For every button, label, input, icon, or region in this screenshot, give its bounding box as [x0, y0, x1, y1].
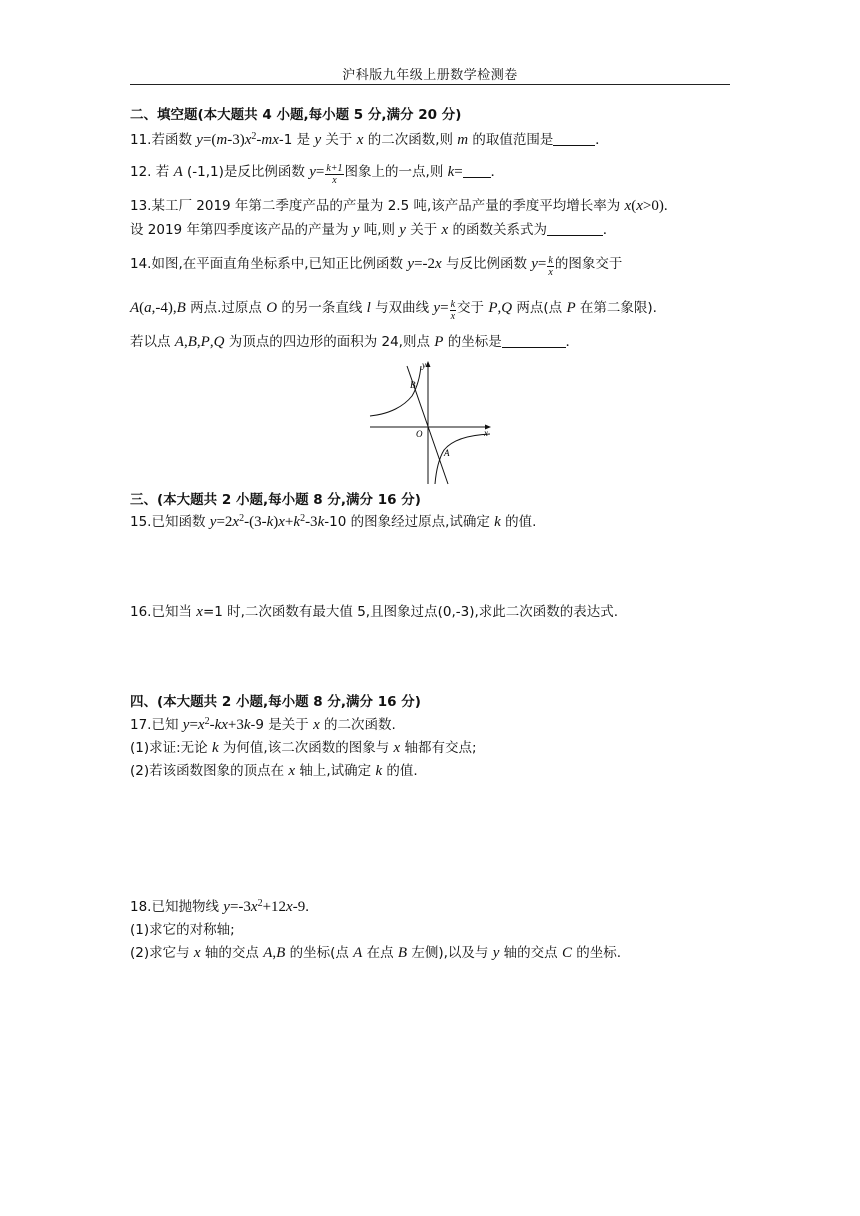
question-18-line-2: (1)求它的对称轴;: [130, 922, 235, 938]
section-4-heading: 四、(本大题共 2 小题,每小题 8 分,满分 16 分): [130, 694, 421, 710]
question-18-line-3: (2)求它与 x 轴的交点 A,B 的坐标(点 A 在点 B 左侧),以及与 y 轴的交点 C 的坐标.: [130, 945, 622, 961]
page-header-title: 沪科版九年级上册数学检测卷: [342, 68, 518, 83]
coordinate-figure: [366, 358, 496, 486]
question-12: 12. 若 A (-1,1)是反比例函数 y= $\frac{k+1}{x}$ 图象上的一点,则 k= .: [130, 163, 495, 186]
question-14-line-2: A(a,-4),B 两点.过原点 O 的另一条直线 l 与双曲线 y= $\frac{k}{x}$ 交于 P,Q 两点(点 P 在第二象限).: [130, 299, 657, 322]
answer-blank-12: [463, 163, 491, 178]
answer-blank-13: [547, 221, 603, 236]
origin-label: O: [416, 429, 423, 439]
answer-blank-11: [553, 131, 595, 146]
question-17-line-1: 17.已知 $y=x^2-kx+3k-9$ 是关于 x 的二次函数.: [130, 716, 396, 733]
question-13-line-1: 13.某工厂 2019 年第二季度产品的产量为 2.5 吨,该产品产量的季度平均增长率为 x(x>0).: [130, 198, 668, 214]
point-a-label: A: [444, 448, 450, 458]
question-18-line-1: 18.已知抛物线 $y=-3x^2+12x-9$.: [130, 898, 309, 915]
question-16: 16.已知当 x=1 时,二次函数有最大值 5,且图象过点(0,-3),求此二次函数的表达式.: [130, 604, 619, 620]
question-15: 15.已知函数 $y=2x^2-(3-k)x+k^2-3k-10$ 的图象经过原点,试确定 k 的值.: [130, 513, 537, 530]
x-axis-label: x: [484, 428, 488, 438]
question-14-line-3: 若以点 A,B,P,Q 为顶点的四边形的面积为 24,则点 P 的坐标是 .: [130, 334, 570, 350]
question-13-line-2: 设 2019 年第四季度该产品的产量为 y 吨,则 y 关于 x 的函数关系式为 .: [130, 222, 607, 238]
question-17-line-3: (2)若该函数图象的顶点在 x 轴上,试确定 k 的值.: [130, 763, 418, 779]
header-divider: [130, 84, 730, 85]
fraction-k-over-x-2: $\frac{k}{x}$: [450, 299, 456, 322]
point-b-label: B: [410, 380, 416, 390]
y-axis-label: y: [422, 360, 426, 370]
hyperbola-branch-lower-right: [435, 434, 490, 484]
question-14-line-1: 14.如图,在平面直角坐标系中,已知正比例函数 y=-2x 与反比例函数 y= $\frac{k}{x}$ 的图象交于: [130, 255, 623, 278]
question-11: 11.若函数 $y=(m-3)x^2-mx-1$ 是 y 关于 x 的二次函数,则 m 的取值范围是 .: [130, 131, 600, 148]
y-axis-arrow-icon: [426, 361, 431, 367]
section-3-heading: 三、(本大题共 2 小题,每小题 8 分,满分 16 分): [130, 492, 421, 508]
question-17-line-2: (1)求证:无论 k 为何值,该二次函数的图象与 x 轴都有交点;: [130, 740, 477, 756]
section-2-heading: 二、填空题(本大题共 4 小题,每小题 5 分,满分 20 分): [130, 107, 462, 123]
fraction-k-over-x: $\frac{k}{x}$: [548, 255, 553, 278]
answer-blank-14: [502, 333, 566, 348]
hyperbola-branch-upper-left: [370, 366, 421, 416]
fraction-k-plus-1-over-x: $\frac{k+1}{x}$: [326, 163, 343, 186]
